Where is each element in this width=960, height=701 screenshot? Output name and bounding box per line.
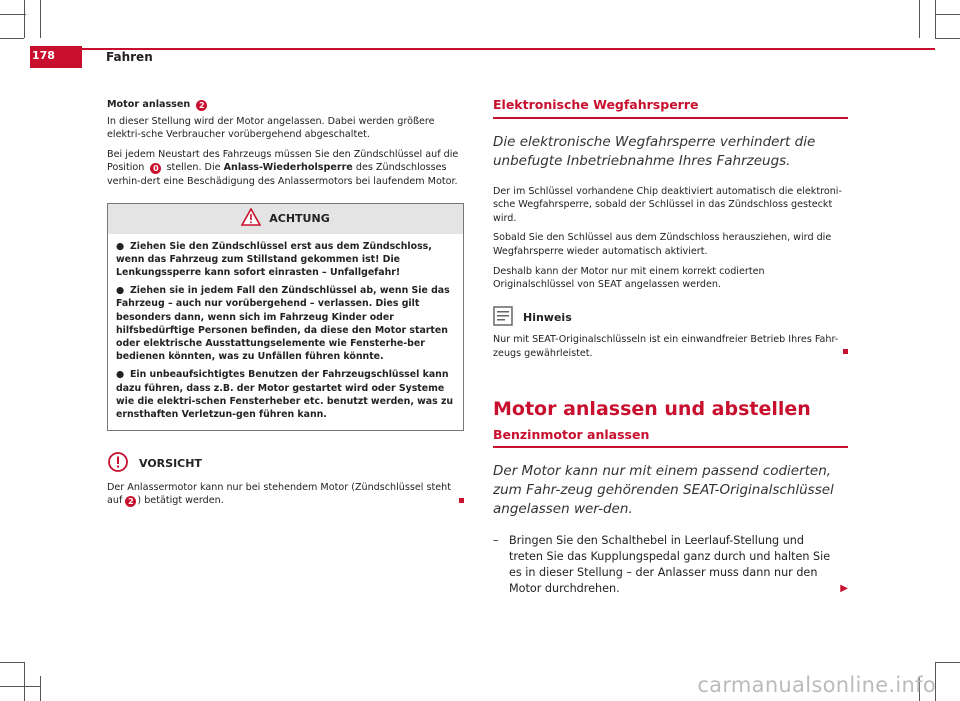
chapter-heading: Motor anlassen und abstellen: [493, 397, 811, 420]
chapter-title: Fahren: [106, 50, 153, 64]
warning-header: [108, 204, 463, 234]
crop-mark: [0, 14, 26, 15]
position-marker: 2: [196, 100, 207, 111]
left-column: [107, 98, 464, 514]
crop-mark: [24, 662, 25, 701]
warning-item: ● Ein unbeaufsichtigtes Benutzen der Fahrzeugschlüssel kann dazu führen, dass z.B. der Motor gestartet wird oder Systeme wie die elektri-schen Fensterheber etc. benutzt werden, was zu ernsthaften Verletzun-gen führen kann.: [116, 369, 454, 420]
motor-anlassen-heading: Motor anlassen: [107, 99, 191, 110]
paragraph: Sobald Sie den Schlüssel aus dem Zündschloss herausziehen, wird die Wegfahrsperre wieder automatisch aktiviert.: [493, 232, 832, 257]
crop-mark: [0, 662, 24, 663]
lead-text: Die elektronische Wegfahrsperre verhindert die unbefugte Inbetriebnahme Ihres Fahrzeugs.: [493, 133, 816, 169]
caution-text: Der Anlassermotor kann nur bei stehendem Motor (Zündschlüssel steht auf 2 ) betätigt werden.: [107, 481, 464, 508]
list-item-text: Bringen Sie den Schalthebel in Leerlauf-Stellung und treten Sie das Kupplungspedal ganz durch und halten Sie es in dieser Stellung – der Anlasser muss dann nur den Motor durchdrehen.: [509, 533, 831, 595]
warning-title: ACHTUNG: [269, 211, 330, 225]
crop-mark: [935, 14, 960, 15]
note-text: Nur mit SEAT-Originalschlüsseln ist ein einwandfreier Betrieb Ihres Fahr-zeugs gewährleistet.: [493, 333, 848, 360]
header-rule: [30, 48, 935, 50]
page-number: 178: [32, 48, 55, 62]
paragraph: Deshalb kann der Motor nur mit einem korrekt codierten Originalschlüssel von SEAT angelassen werden.: [493, 265, 765, 291]
section-end-marker: [459, 498, 464, 503]
warning-body: [108, 234, 463, 431]
warning-item: ● Ziehen Sie den Zündschlüssel erst aus dem Zündschloss, wenn das Fahrzeug zum Stillstand gekommen ist! Die Lenkungssperre kann sofort einrasten – Unfallgefahr!: [116, 240, 432, 278]
note-icon: [493, 306, 513, 330]
crop-mark: [40, 676, 41, 701]
paragraph-text: des Zündschlosses verhin-dert eine Beschädigung des Anlassermotors bei laufendem Motor.: [107, 162, 458, 187]
crop-mark: [935, 662, 960, 663]
crop-mark: [40, 0, 41, 38]
note-title: Hinweis: [523, 310, 572, 324]
paragraph-text: Bei jedem Neustart des Fahrzeugs müssen Sie den Zündschlüssel auf die Position: [107, 148, 459, 174]
page-number-box: [30, 46, 82, 68]
warning-item: ● Ziehen sie in jedem Fall den Zündschlüssel ab, wenn Sie das Fahrzeug – auch nur vorübergehend – verlassen. Dies gilt besonders dann, wenn sich im Fahrzeug Kinder oder hilfsbedürftige Personen befinden, da diese den Motor starten oder elektrische Ausstattungselemente wie Fensterhe-ber bedienen könnten, was zu Unfällen führen könnte.: [116, 285, 450, 363]
caution-header: [107, 451, 464, 477]
continue-arrow-icon: ▶: [840, 582, 848, 594]
crop-mark: [935, 38, 960, 39]
warning-triangle-icon: [241, 208, 261, 230]
paragraph-text: stellen. Die: [166, 162, 221, 174]
paragraph: In dieser Stellung wird der Motor angelassen. Dabei werden größere elektri-sche Verbraucher vorübergehend abgeschaltet.: [107, 115, 435, 141]
warning-box: [107, 203, 464, 432]
crop-mark: [0, 38, 24, 39]
lead-text: Der Motor kann nur mit einem passend codierten, zum Fahr-zeug gehörenden SEAT-Originalschlüssel angelassen wer-den.: [493, 462, 834, 517]
crop-mark: [935, 0, 936, 38]
caution-icon: [107, 451, 129, 477]
caution-title: VORSICHT: [139, 457, 202, 471]
crop-mark: [919, 0, 920, 38]
position-marker: 0: [150, 163, 161, 174]
watermark: carmanualsonline.info: [697, 673, 936, 697]
crop-mark: [24, 0, 25, 38]
paragraph: [107, 148, 464, 189]
paragraph: Der im Schlüssel vorhandene Chip deaktiviert automatisch die elektroni-sche Wegfahrsperre, sobald der Schlüssel in das Zündschloss gesteckt wird.: [493, 185, 842, 224]
position-marker: 2: [125, 496, 136, 507]
bold-term: Anlass-Wiederholsperre: [223, 162, 353, 174]
section-title: Elektronische Wegfahrsperre: [493, 98, 848, 119]
list-item: – Bringen Sie den Schalthebel in Leerlauf-Stellung und treten Sie das Kupplungspedal ganz durch und halten Sie es in dieser Stellung – der Anlasser muss dann nur den Motor durchdrehen. ▶: [493, 533, 848, 595]
right-column: [493, 98, 848, 597]
sub-heading: Benzinmotor anlassen: [493, 428, 848, 448]
crop-mark: [0, 686, 40, 687]
section-end-marker: [843, 349, 848, 354]
note-header: [493, 306, 848, 330]
